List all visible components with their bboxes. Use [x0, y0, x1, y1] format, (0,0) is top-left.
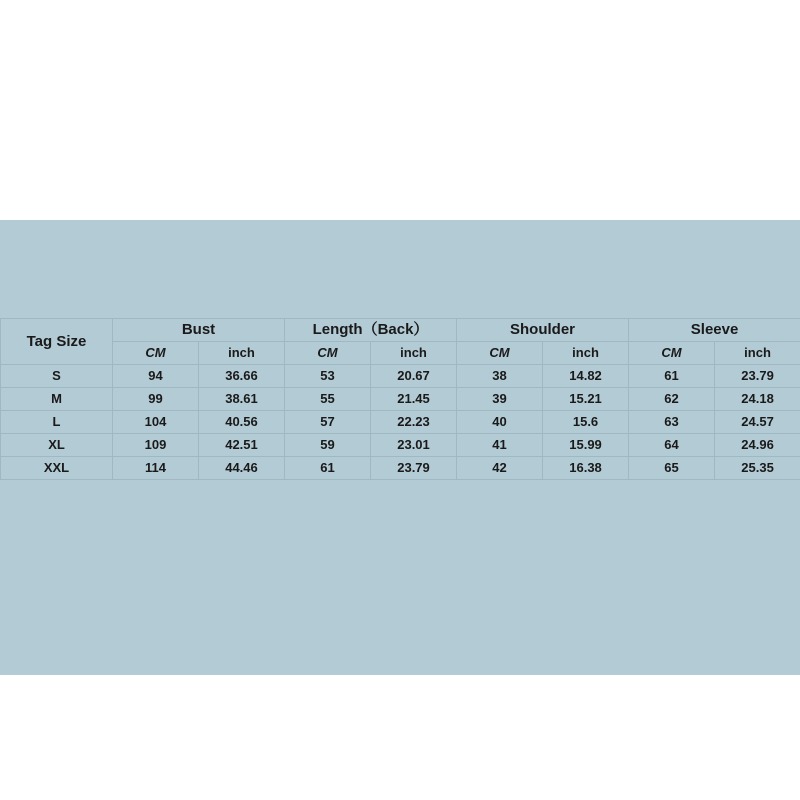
- cell-length-cm: 61: [285, 457, 371, 480]
- cell-length-inch: 22.23: [371, 411, 457, 434]
- header-group-shoulder: Shoulder: [457, 319, 629, 342]
- cell-shoulder-inch: 14.82: [543, 365, 629, 388]
- table-row: [1, 457, 800, 480]
- header-row-groups: [1, 319, 800, 342]
- cell-bust-inch: 40.56: [199, 411, 285, 434]
- cell-length-cm: 55: [285, 388, 371, 411]
- cell-length-inch: 23.79: [371, 457, 457, 480]
- table-row: [1, 365, 800, 388]
- header-unit-bust-inch: inch: [199, 342, 285, 365]
- cell-shoulder-inch: 15.21: [543, 388, 629, 411]
- cell-sleeve-inch: 24.18: [715, 388, 800, 411]
- cell-bust-cm: 94: [113, 365, 199, 388]
- cell-sleeve-cm: 65: [629, 457, 715, 480]
- header-unit-shoulder-inch: inch: [543, 342, 629, 365]
- row-size-label: XXL: [1, 457, 113, 480]
- row-size-label: M: [1, 388, 113, 411]
- cell-length-inch: 20.67: [371, 365, 457, 388]
- table-head: [1, 319, 800, 365]
- cell-length-cm: 59: [285, 434, 371, 457]
- table-row: [1, 411, 800, 434]
- cell-shoulder-cm: 38: [457, 365, 543, 388]
- header-unit-length-cm: CM: [285, 342, 371, 365]
- cell-bust-inch: 38.61: [199, 388, 285, 411]
- cell-shoulder-cm: 40: [457, 411, 543, 434]
- cell-bust-cm: 109: [113, 434, 199, 457]
- cell-sleeve-inch: 23.79: [715, 365, 800, 388]
- table-row: [1, 434, 800, 457]
- cell-length-inch: 23.01: [371, 434, 457, 457]
- cell-sleeve-cm: 62: [629, 388, 715, 411]
- cell-sleeve-cm: 61: [629, 365, 715, 388]
- table-row: [1, 388, 800, 411]
- size-chart-container: [0, 318, 800, 480]
- cell-bust-cm: 104: [113, 411, 199, 434]
- cell-shoulder-inch: 15.99: [543, 434, 629, 457]
- header-tag-size: Tag Size: [1, 319, 113, 365]
- header-unit-sleeve-inch: inch: [715, 342, 800, 365]
- cell-sleeve-inch: 24.96: [715, 434, 800, 457]
- cell-bust-inch: 42.51: [199, 434, 285, 457]
- header-unit-bust-cm: CM: [113, 342, 199, 365]
- row-size-label: L: [1, 411, 113, 434]
- header-group-bust: Bust: [113, 319, 285, 342]
- cell-bust-cm: 114: [113, 457, 199, 480]
- header-unit-length-inch: inch: [371, 342, 457, 365]
- size-chart-table: [0, 318, 800, 480]
- table-body: [1, 365, 800, 480]
- header-group-sleeve: Sleeve: [629, 319, 800, 342]
- cell-shoulder-cm: 41: [457, 434, 543, 457]
- cell-length-inch: 21.45: [371, 388, 457, 411]
- header-unit-sleeve-cm: CM: [629, 342, 715, 365]
- cell-sleeve-cm: 64: [629, 434, 715, 457]
- cell-length-cm: 53: [285, 365, 371, 388]
- cell-bust-cm: 99: [113, 388, 199, 411]
- cell-length-cm: 57: [285, 411, 371, 434]
- header-unit-shoulder-cm: CM: [457, 342, 543, 365]
- cell-sleeve-inch: 25.35: [715, 457, 800, 480]
- cell-shoulder-inch: 16.38: [543, 457, 629, 480]
- cell-bust-inch: 44.46: [199, 457, 285, 480]
- header-row-units: [1, 342, 800, 365]
- cell-shoulder-cm: 42: [457, 457, 543, 480]
- cell-sleeve-cm: 63: [629, 411, 715, 434]
- cell-bust-inch: 36.66: [199, 365, 285, 388]
- cell-shoulder-inch: 15.6: [543, 411, 629, 434]
- row-size-label: XL: [1, 434, 113, 457]
- cell-sleeve-inch: 24.57: [715, 411, 800, 434]
- header-group-length: Length（Back）: [285, 319, 457, 342]
- row-size-label: S: [1, 365, 113, 388]
- cell-shoulder-cm: 39: [457, 388, 543, 411]
